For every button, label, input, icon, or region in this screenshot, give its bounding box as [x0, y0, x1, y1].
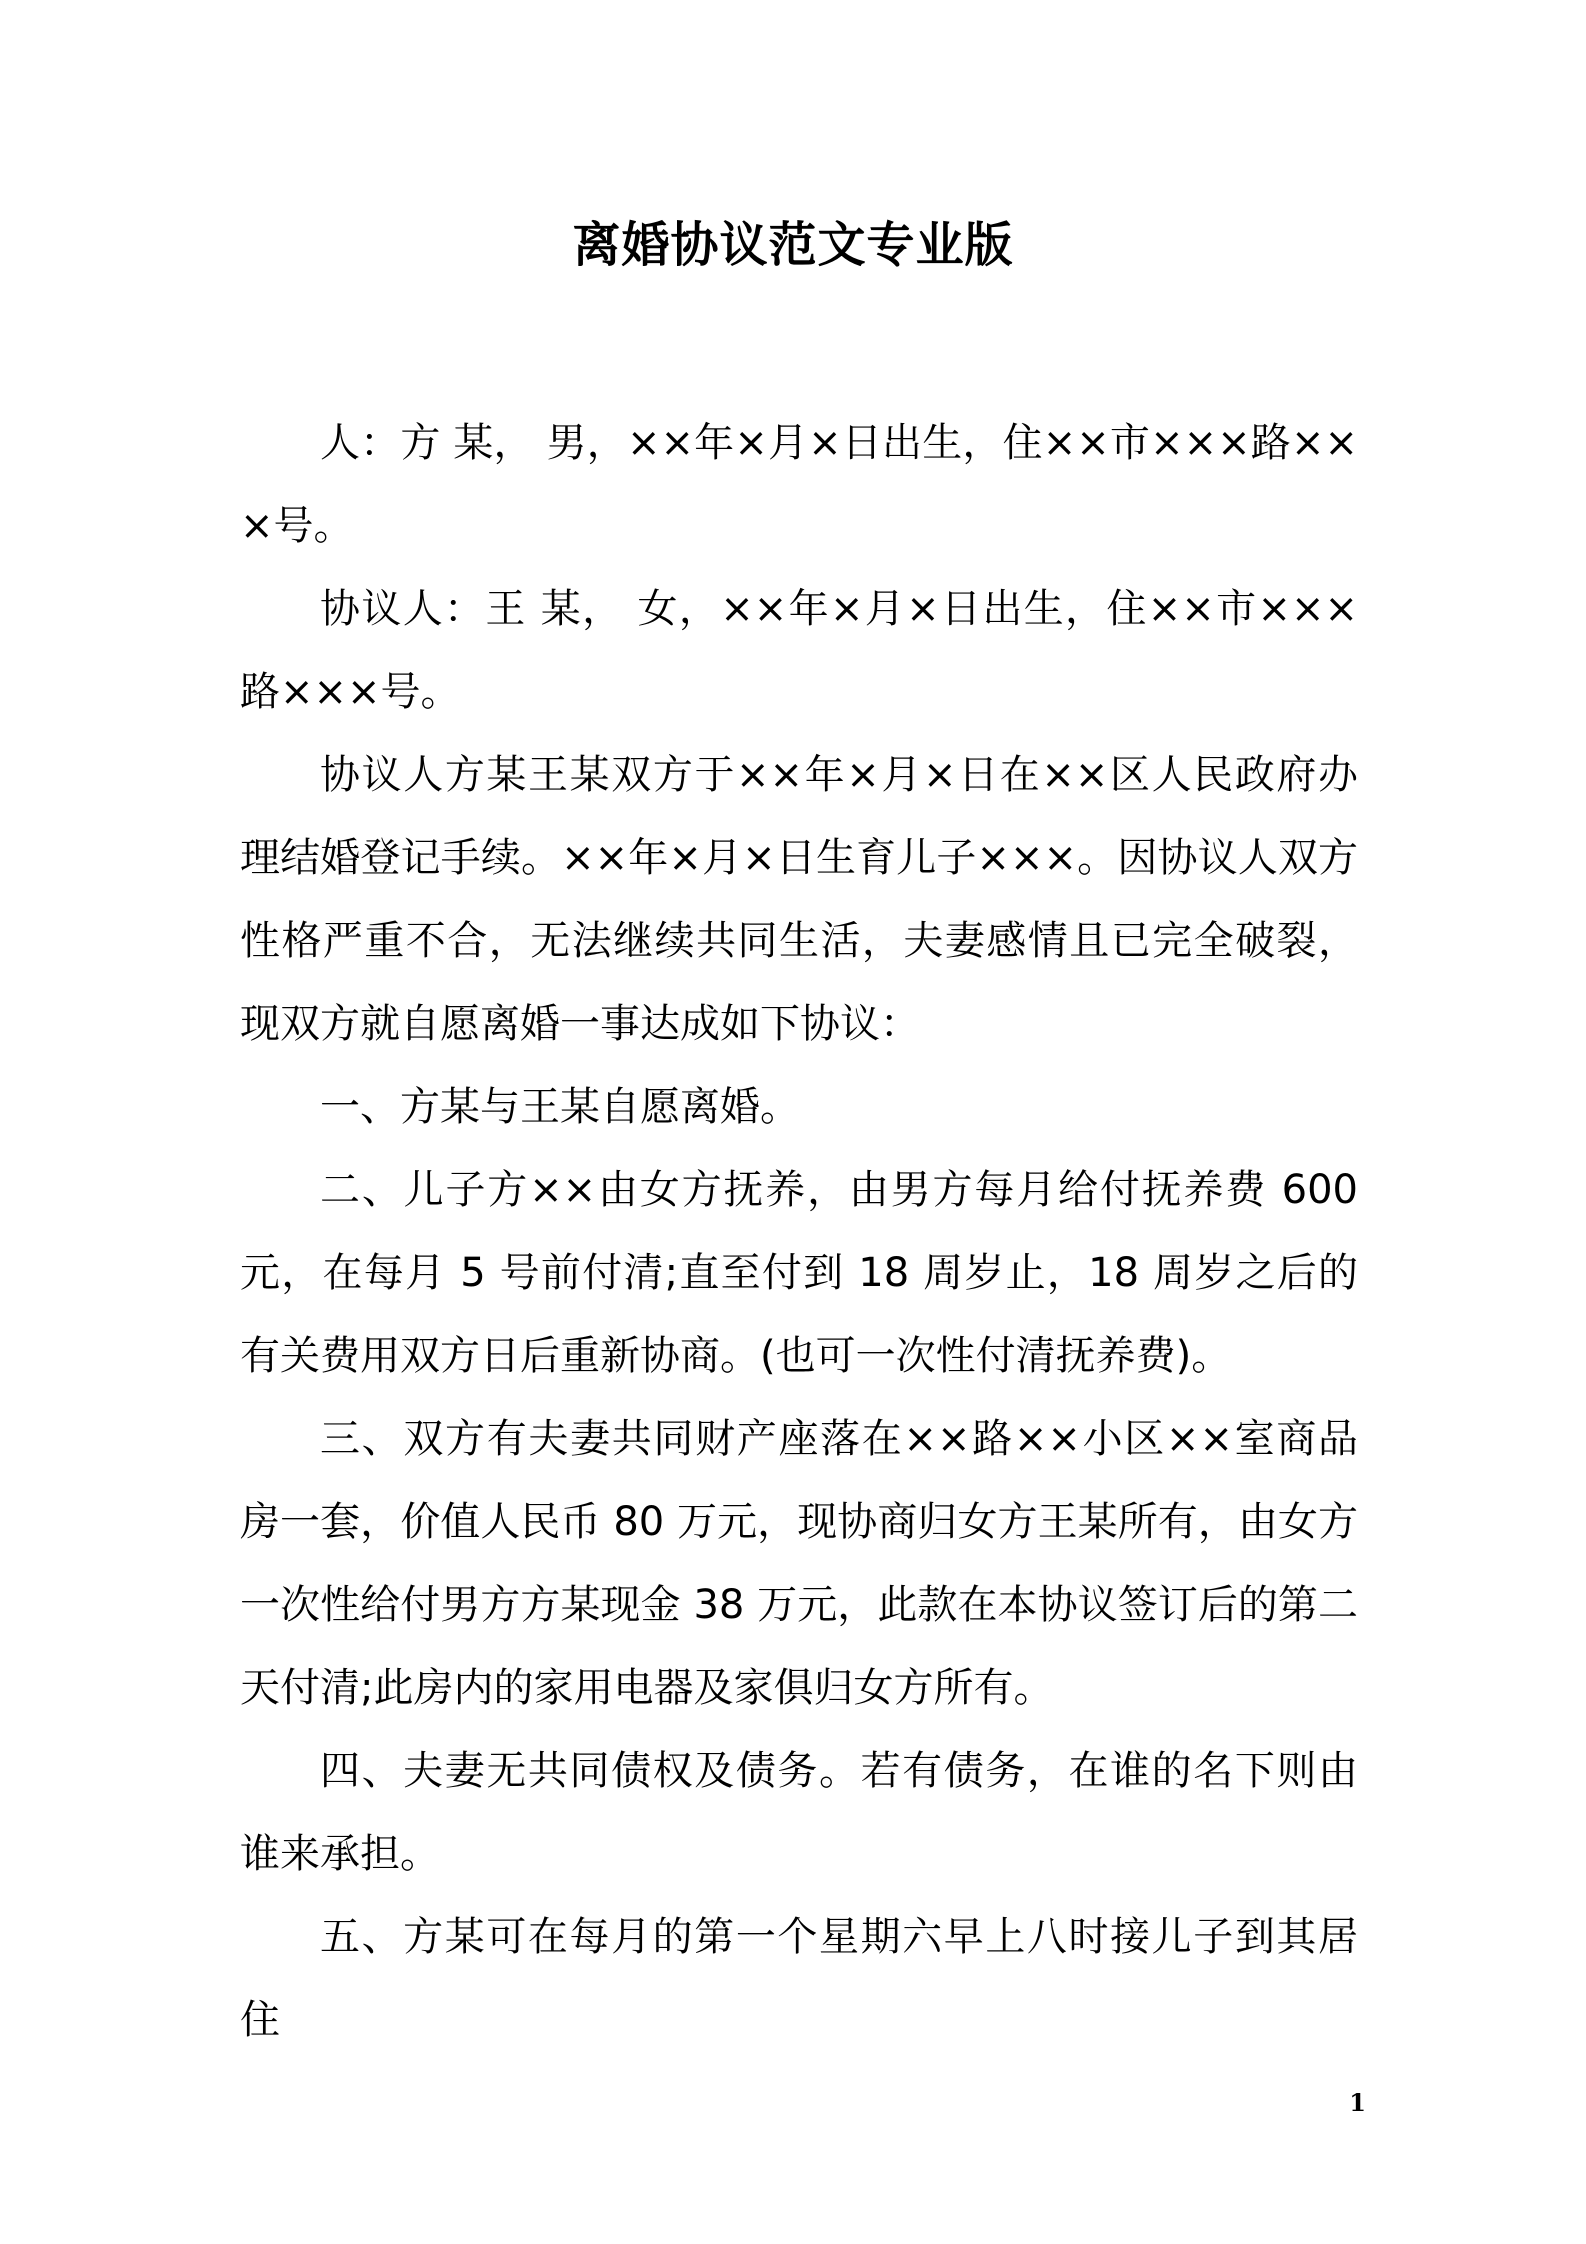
clause-five-paragraph: 五、方某可在每月的第一个星期六早上八时接儿子到其居住 [240, 1914, 1358, 2043]
clause-four-paragraph: 四、夫妻无共同债权及债务。若有债务，在谁的名下则由谁来承担。 [240, 1748, 1358, 1877]
page-number: 1 [1349, 2088, 1366, 2117]
clause-three-paragraph: 三、双方有夫妻共同财产座落在××路××小区××室商品房一套，价值人民币 80 万元，现协商归女方王某所有，由女方一次性给付男方方某现金 38 万元，此款在本协议签订后的第二天付清;此房内的家用电器及家俱归女方所有。 [240, 1416, 1358, 1711]
party-two-paragraph: 协议人：王 某， 女，××年×月×日出生，住××市×××路×××号。 [240, 586, 1358, 715]
marriage-background-paragraph: 协议人方某王某双方于××年×月×日在××区人民政府办理结婚登记手续。××年×月×日生育儿子×××。因协议人双方性格严重不合，无法继续共同生活，夫妻感情且已完全破裂，现双方就自愿离婚一事达成如下协议： [240, 752, 1358, 1047]
document-body [240, 402, 1358, 2062]
party-one-paragraph: 人：方 某， 男，××年×月×日出生，住××市×××路×××号。 [240, 420, 1358, 549]
clause-two-paragraph: 二、儿子方××由女方抚养，由男方每月给付抚养费 600 元，在每月 5 号前付清;直至付到 18 周岁止，18 周岁之后的有关费用双方日后重新协商。(也可一次性付清抚养费)。 [240, 1167, 1358, 1379]
clause-one-paragraph: 一、方某与王某自愿离婚。 [320, 1084, 800, 1130]
document-title: 离婚协议范文专业版 [572, 217, 1014, 273]
